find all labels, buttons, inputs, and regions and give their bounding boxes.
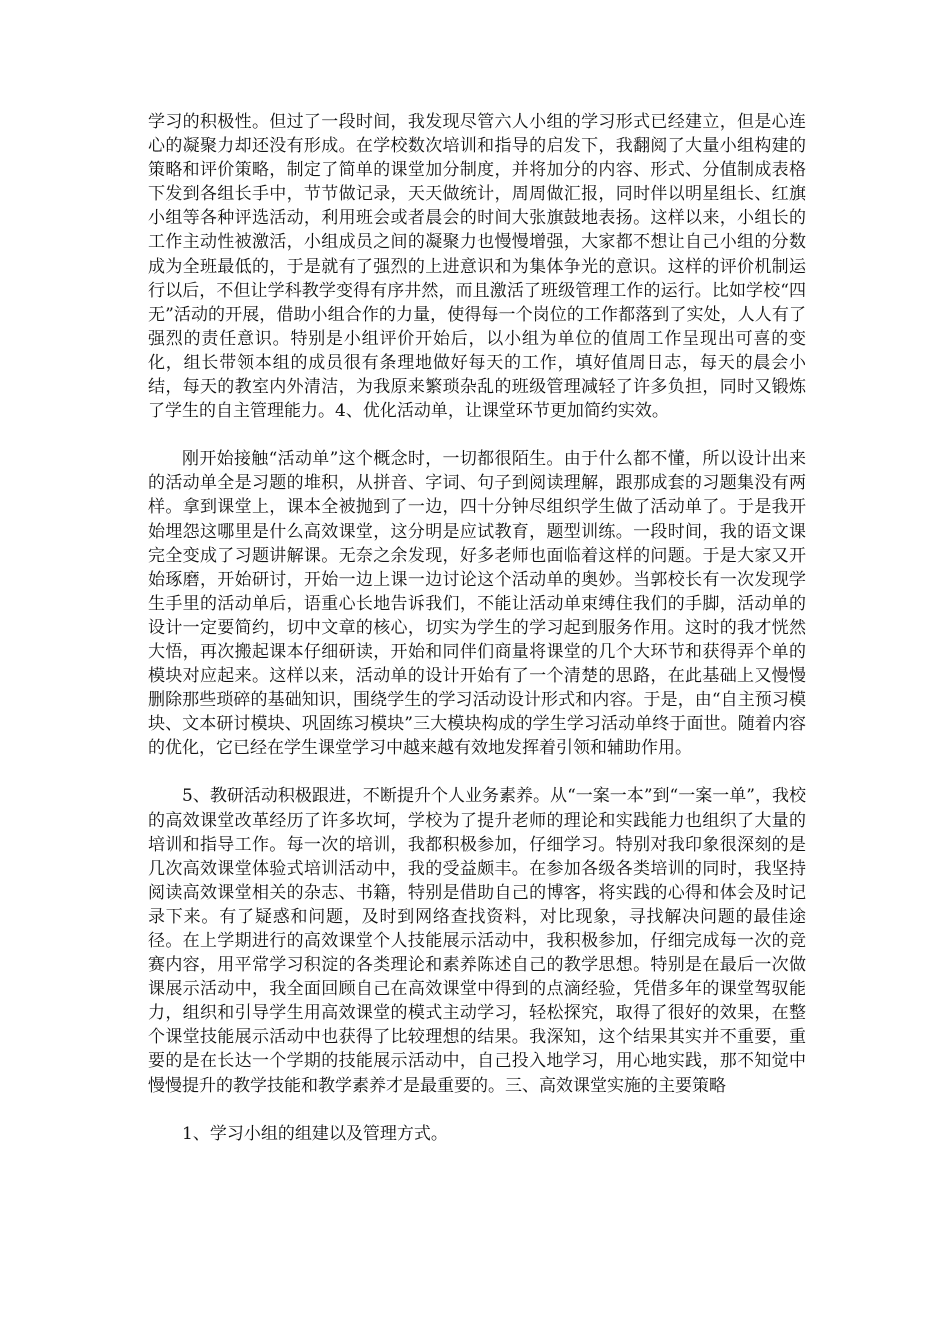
- paragraph-1: 学习的积极性。但过了一段时间，我发现尽管六人小组的学习形式已经建立，但是心连心的凝聚力却还没有形成。在学校数次培训和指导的启发下，我翻阅了大量小组构建的策略和评价策略，制定了简单的课堂加分制度，并将加分的内容、形式、分值制成表格下发到各组长手中，节节做记录，天天做统计，周周做汇报，同时伴以明星组长、红旗小组等各种评选活动，利用班会或者晨会的时间大张旗鼓地表扬。这样以来，小组长的工作主动性被激活，小组成员之间的凝聚力也慢慢增强，大家都不想让自己小组的分数成为全班最低的，于是就有了强烈的上进意识和为集体争光的意识。这样的评价机制运行以后，不但让学科教学变得有序井然，而且激活了班级管理工作的运行。比如学校“四无”活动的开展，借助小组合作的力量，使得每一个岗位的工作都落到了实处，人人有了强烈的责任意识。特别是小组评价开始后，以小组为单位的值周工作呈现出可喜的变化，组长带领本组的成员很有条理地做好每天的工作，填好值周日志，每天的晨会小结，每天的教室内外清洁，为我原来繁琐杂乱的班级管理减轻了许多负担，同时又锻炼了学生的自主管理能力。4、优化活动单，让课堂环节更加简约实效。: [148, 112, 806, 422]
- paragraph-2: 刚开始接触“活动单”这个概念时，一切都很陌生。由于什么都不懂，所以设计出来的活动单全是习题的堆积，从拼音、字词、句子到阅读理解，跟那成套的习题集没有两样。拿到课堂上，课本全被抛到了一边，四十分钟尽组织学生做了活动单了。于是我开始埋怨这哪里是什么高效课堂，这分明是应试教育，题型训练。一段时间，我的语文课完全变成了习题讲解课。无奈之余发现，好多老师也面临着这样的问题。于是大家又开始琢磨，开始研讨，开始一边上课一边讨论这个活动单的奥妙。当郭校长有一次发现学生手里的活动单后，语重心长地告诉我们，不能让活动单束缚住我们的手脚，活动单的设计一定要简约，切中文章的核心，切实为学生的学习起到服务作用。这时的我才恍然大悟，再次搬起课本仔细研读，开始和同伴们商量将课堂的几个大环节和获得弄个单的模块对应起来。这样以来，活动单的设计开始有了一个清楚的思路，在此基础上又慢慢删除那些琐碎的基础知识，围绕学生的学习活动设计形式和内容。于是，由“自主预习模块、文本研讨模块、巩固练习模块”三大模块构成的学生学习活动单终于面世。随着内容的优化，它已经在学生课堂学习中越来越有效地发挥着引领和辅助作用。: [148, 449, 806, 759]
- document-page: [148, 110, 806, 1170]
- paragraph-4: 1、学习小组的组建以及管理方式。: [182, 1123, 448, 1144]
- paragraph-3: 5、教研活动积极跟进，不断提升个人业务素养。从“一案一本”到“一案一单”，我校的高效课堂改革经历了许多坎坷，学校为了提升老师的理论和实践能力也组织了大量的培训和指导工作。每一次的培训，我都积极参加，仔细学习。特别对我印象很深刻的是几次高效课堂体验式培训活动中，我的受益颇丰。在参加各级各类培训的同时，我坚持阅读高效课堂相关的杂志、书籍，特别是借助自己的博客，将实践的心得和体会及时记录下来。有了疑惑和问题，及时到网络查找资料，对比现象，寻找解决问题的最佳途径。在上学期进行的高效课堂个人技能展示活动中，我积极参加，仔细完成每一次的竞赛内容，用平常学习积淀的各类理论和素养陈述自己的教学思想。特别是在最后一次做课展示活动中，我全面回顾自己在高效课堂中得到的点滴经验，凭借多年的课堂驾驭能力，组织和引导学生用高效课堂的模式主动学习，轻松探究，取得了很好的效果，在整个课堂技能展示活动中也获得了比较理想的结果。我深知，这个结果其实并不重要，重要的是在长达一个学期的技能展示活动中，自己投入地学习，用心地实践，那不知觉中慢慢提升的教学技能和教学素养才是最重要的。三、高效课堂实施的主要策略: [148, 786, 806, 1096]
